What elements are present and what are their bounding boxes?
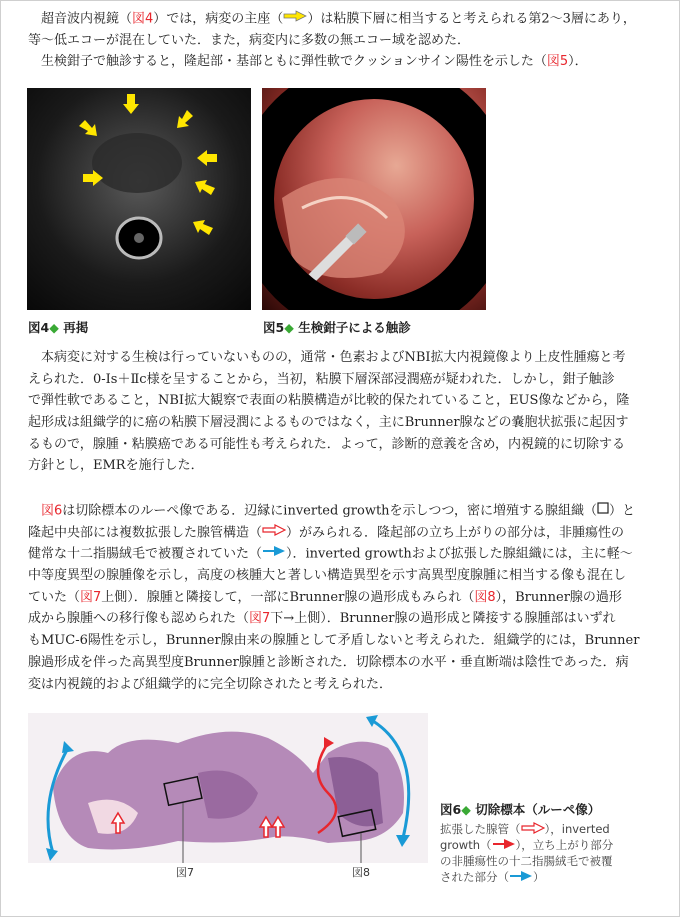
- red-hollow-arrow-icon: [262, 522, 286, 544]
- figure-4-caption: [28, 318, 88, 336]
- text-line: [440, 821, 650, 837]
- figure-6-description: [440, 821, 650, 885]
- text-segment: もMUC-6陽性を示し，Brunner腺由来の腺腫として矛盾しないと考えられた．組織学的には，Brunner: [28, 633, 640, 649]
- text-segment: るもので，腺腫・粘膜癌である可能性も考えられた．よって，診断的意義を含め，内視鏡的に切除する: [28, 436, 625, 452]
- figure-reference: 図6: [41, 503, 63, 519]
- figure-number: 図4: [28, 320, 50, 335]
- blue-arrow-icon: [509, 870, 533, 886]
- figure-5-endoscopy-image: [262, 88, 486, 310]
- figure-6-title: [440, 802, 650, 818]
- figure-title: 再掲: [63, 320, 89, 335]
- text-segment: ）は粘膜下層に相当すると考えられる第2～3層にあり，: [307, 11, 636, 27]
- text-segment: 拡張した腺管（: [440, 822, 521, 836]
- figure-6-caption: [440, 802, 650, 885]
- text-line: [28, 412, 658, 434]
- eus-image-svg: [27, 88, 251, 310]
- text-segment: growth（: [440, 838, 492, 852]
- text-segment: ）と: [609, 503, 636, 519]
- text-segment: ），Brunner腺の過形: [495, 589, 622, 605]
- text-segment: ），inverted: [544, 822, 610, 836]
- figure-4-eus-image: [27, 88, 251, 310]
- text-segment: 下→上側）．Brunner腺の過形成と隣接する腺腫部はいずれ: [270, 611, 616, 627]
- diamond-icon: ◆: [461, 802, 471, 817]
- endoscopy-image-svg: [262, 88, 486, 310]
- text-line: [28, 522, 658, 544]
- text-segment: 上側）．腺腫と隣接して，一部にBrunner腺の過形成もみられ（: [101, 589, 475, 605]
- text-line: [28, 674, 658, 696]
- text-segment: で弾性軟であること，NBI拡大観察で表面の粘膜構造が比較的保たれていること，EUS像などから，隆: [28, 393, 630, 409]
- text-segment: ）では，病変の主座（: [153, 11, 284, 27]
- text-segment: 変は内視鏡的および組織学的に完全切除されたと考えられた．: [28, 676, 393, 692]
- text-line: [28, 347, 658, 369]
- text-segment: 等～低エコーが混在していた．また，病変内に多数の無エコー域を認めた．: [28, 32, 471, 48]
- text-segment: [28, 503, 41, 518]
- text-line: [28, 369, 658, 391]
- figure-number: 図6: [440, 802, 462, 817]
- blue-arrow-icon: [262, 543, 286, 565]
- text-segment: 健常な十二指腸絨毛で被覆されていた（: [28, 546, 263, 562]
- text-segment: 中等度異型の腺腫像を示し，高度の核腫大と著しい構造異型を示す高異型度腺腫に相当する像も混在し: [28, 568, 627, 584]
- text-segment: は切除標本のルーペ像である．辺縁にinverted growthを示しつつ，密に増殖する腺組織（: [62, 503, 598, 519]
- text-line: [28, 543, 658, 565]
- text-segment: えられた．0-Ⅰs＋Ⅱc様を呈することから，当初，粘膜下層深部浸潤癌が疑われた．しかし，鉗子触診: [28, 371, 615, 387]
- figure-number: 図5: [263, 320, 285, 335]
- text-segment: ），立ち上がり部分: [515, 838, 614, 852]
- text-segment: 隆起中央部には複数拡張した腺管構造（: [28, 525, 263, 541]
- figure-title: 切除標本（ルーペ像）: [475, 802, 601, 817]
- text-segment: ）がみられる．隆起部の立ち上がりの部分は，非腫瘍性の: [286, 525, 625, 541]
- text-segment: の非腫瘍性の十二指腸絨毛で被覆: [440, 854, 613, 868]
- text-segment: された部分（: [440, 870, 509, 884]
- text-segment: ）．: [568, 54, 588, 70]
- text-line: [28, 51, 658, 73]
- text-segment: 超音波内視鏡（: [28, 11, 133, 27]
- figure-reference: 図5: [546, 54, 569, 70]
- text-line: [28, 390, 658, 412]
- text-line: [28, 608, 658, 630]
- figure-reference: 図8: [474, 589, 496, 605]
- text-line: [28, 587, 658, 609]
- figure-6-loupe-image: [28, 713, 428, 863]
- paragraph-pathology: [28, 500, 658, 695]
- text-line: [440, 869, 650, 885]
- figure-reference: 図7: [249, 611, 271, 627]
- diamond-icon: ◆: [284, 320, 294, 335]
- loupe-image-svg: [28, 713, 428, 863]
- figure-title: 生検鉗子による触診: [298, 320, 411, 335]
- text-segment: 腺過形成を伴った高異型度Brunner腺腫と診断された．切除標本の水平・垂直断端は陰性であった．病: [28, 654, 629, 670]
- text-line: [28, 8, 658, 30]
- text-segment: ）: [533, 870, 545, 884]
- text-line: [28, 500, 658, 522]
- text-line: [28, 630, 658, 652]
- paragraph-biopsy-emr: [28, 347, 658, 477]
- text-segment: ）．inverted growthおよび拡張した腺組織には，主に軽～: [286, 546, 633, 562]
- text-segment: 方針とし，EMRを施行した．: [28, 458, 204, 474]
- text-segment: 成から腺腫への移行像も認められた（: [28, 611, 250, 627]
- text-line: [440, 837, 650, 853]
- text-segment: 本病変に対する生検は行っていないものの，通常・色素およびNBI拡大内視鏡像より上皮性腫瘍と考: [28, 350, 626, 365]
- figure-reference: 図7: [80, 589, 102, 605]
- figure-5-caption: [263, 318, 411, 336]
- square-icon: [597, 500, 609, 522]
- text-segment: 生検鉗子で触診すると，隆起部・基部ともに弾性軟でクッションサイン陽性を示した（: [28, 54, 547, 70]
- text-line: [28, 455, 658, 477]
- text-line: [28, 30, 658, 52]
- paragraph-eus: [28, 8, 658, 73]
- red-hollow-arrow-icon: [521, 822, 545, 838]
- text-line: [28, 652, 658, 674]
- text-line: [440, 853, 650, 869]
- text-segment: 起形成は組織学的に癌の粘膜下層浸潤によるものではなく，主にBrunner腺などの嚢胞状拡張に起因す: [28, 415, 629, 431]
- figure-8-label: 図8: [352, 866, 370, 879]
- diamond-icon: ◆: [49, 320, 59, 335]
- figure-reference: 図4: [132, 11, 154, 27]
- text-line: [28, 565, 658, 587]
- red-arrow-icon: [492, 838, 516, 854]
- text-line: [28, 434, 658, 456]
- figure-7-label: 図7: [176, 866, 194, 879]
- yellow-arrow-icon: [283, 8, 307, 30]
- text-segment: ていた（: [28, 589, 81, 605]
